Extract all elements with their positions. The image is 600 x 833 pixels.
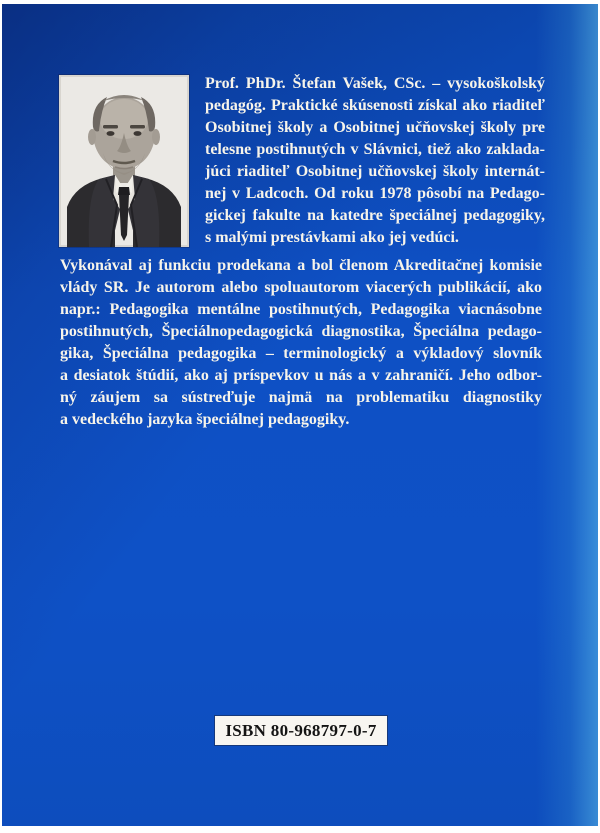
bio-paragraph-full-width: Vykonával aj funkciu prodekana a bol členom Akreditačnej komisie vlády SR. Je autorom alebo spoluautorom viacerých publikácií, ako napr.: Pedagogika mentálne postihnutých, Pedagogika viacnásobne postihnutých, Špeciálnopedagogická diagnostika, Špeciálna pedago- gika, Špeciálna pedagogika – terminologický a výkladový slovník a desiatok štúdií, ako aj príspevkov u nás a v zahraničí. Jeho odbor- ný záujem sa sústreďuje najmä na problematiku diagnostiky a vedeckého jazyka špeciálnej pedagogiky. (60, 257, 542, 428)
isbn-label: ISBN 80-968797-0-7 (225, 720, 377, 740)
bio-paragraph-beside-photo: Prof. PhDr. Štefan Vašek, CSc. – vysokoškolský pedagóg. Praktické skúsenosti získal ako riaditeľ Osobitnej školy a Osobitnej učňovskej školy pre telesne postihnutých v Slávnici, tiež ako zaklada- júci riaditeľ Osobitnej učňovskej školy internát- nej v Ladcoch. Od roku 1978 pôsobí na Pedago- gickej fakulte na katedre špeciálnej pedagogiky, s malými prestávkami ako jej vedúci. (205, 75, 545, 246)
isbn-box (215, 716, 387, 745)
portrait-illustration (59, 75, 189, 247)
author-portrait (59, 75, 189, 247)
blue-cover-background (2, 4, 598, 826)
